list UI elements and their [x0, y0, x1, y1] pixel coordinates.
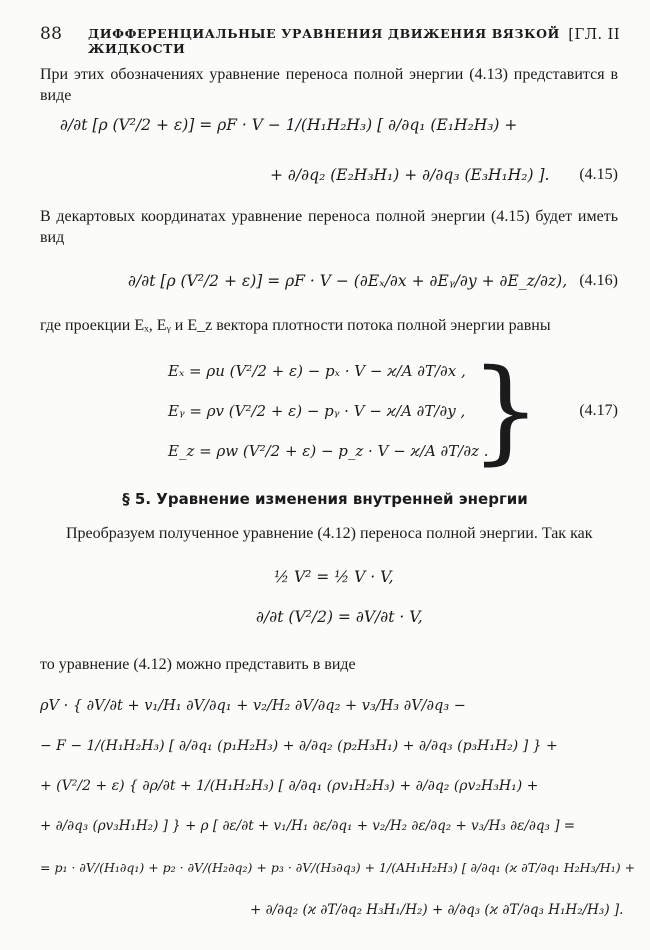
chapter-marker: [ГЛ. II [568, 25, 620, 43]
equation-4-15-line2: + ∂/∂q₂ (E₂H₃H₁) + ∂/∂q₃ (E₃H₁H₂) ]. [270, 166, 550, 184]
equation-expanded-line3: + (V²/2 + ε) { ∂ρ/∂t + 1/(H₁H₂H₃) [ ∂/∂q₁ (ρv₁H₂H₃) + ∂/∂q₂ (ρv₂H₃H₁) + [40, 778, 539, 794]
equation-time-derivative-identity: ∂/∂t (V²/2) = ∂V/∂t · V, [256, 608, 423, 626]
paragraph-intro: При этих обозначениях уравнение переноса полной энергии (4.13) представится в виде [40, 66, 618, 104]
equation-4-17-ez: E_z = ρw (V²/2 + ε) − p_z · V − ϰ/A ∂T/∂z . [168, 442, 489, 460]
equation-4-15-line1: ∂/∂t [ρ (V²/2 + ε)] = ρF · V − 1/(H₁H₂H₃) [ ∂/∂q₁ (E₁H₂H₃) + [60, 116, 518, 134]
equation-4-17-ex: Eₓ = ρu (V²/2 + ε) − pₓ · V − ϰ/A ∂T/∂x , [168, 362, 466, 380]
equation-4-16: ∂/∂t [ρ (V²/2 + ε)] = ρF · V − (∂Eₓ/∂x + ∂Eᵧ/∂y + ∂E_z/∂z), [128, 272, 568, 290]
equation-number-4-15: (4.15) [579, 166, 618, 183]
equation-kinetic-identity: ½ V² = ½ V · V, [274, 568, 394, 586]
equation-expanded-line1: ρV · { ∂V/∂t + v₁/H₁ ∂V/∂q₁ + v₂/H₂ ∂V/∂q₂ + v₃/H₃ ∂V/∂q₃ − [40, 698, 466, 714]
equation-expanded-line6: + ∂/∂q₂ (ϰ ∂T/∂q₂ H₃H₁/H₂) + ∂/∂q₃ (ϰ ∂T/∂q₃ H₁H₂/H₃) ]. [250, 902, 624, 918]
equation-expanded-line4: + ∂/∂q₃ (ρv₃H₁H₂) ] } + ρ [ ∂ε/∂t + v₁/H₁ ∂ε/∂q₁ + v₂/H₂ ∂ε/∂q₂ + v₃/H₃ ∂ε/∂q₃ ] = [40, 818, 576, 834]
section-heading: § 5. Уравнение изменения внутренней энергии [122, 490, 528, 508]
paragraph-result-intro: то уравнение (4.12) можно представить в виде [40, 656, 356, 673]
equation-number-4-16: (4.16) [579, 272, 618, 289]
equation-expanded-line2: − F − 1/(H₁H₂H₃) [ ∂/∂q₁ (p₁H₂H₃) + ∂/∂q₂ (p₂H₃H₁) + ∂/∂q₃ (p₃H₁H₂) ] } + [40, 738, 558, 754]
paragraph-projections: где проекции Eₓ, Eᵧ и E_z вектора плотности потока полной энергии равны [40, 317, 551, 334]
page-number: 88 [40, 24, 63, 44]
right-brace-icon: } [470, 346, 542, 476]
running-title: ДИФФЕРЕНЦИАЛЬНЫЕ УРАВНЕНИЯ ДВИЖЕНИЯ ВЯЗКОЙ ЖИДКОСТИ [88, 26, 560, 56]
equation-number-4-17: (4.17) [579, 402, 618, 419]
paragraph-cartesian: В декартовых координатах уравнение переноса полной энергии (4.15) будет иметь вид [40, 208, 618, 246]
equation-4-17-ey: Eᵧ = ρv (V²/2 + ε) − pᵧ · V − ϰ/A ∂T/∂y , [168, 402, 466, 420]
equation-expanded-line5: = p₁ · ∂V/(H₁∂q₁) + p₂ · ∂V/(H₂∂q₂) + p₃ · ∂V/(H₃∂q₃) + 1/(AH₁H₂H₃) [ ∂/∂q₁ (ϰ ∂T/∂q₁ H₂H₃/H₁) + [40, 860, 636, 875]
paragraph-transform: Преобразуем полученное уравнение (4.12) переноса полной энергии. Так как [66, 525, 593, 542]
